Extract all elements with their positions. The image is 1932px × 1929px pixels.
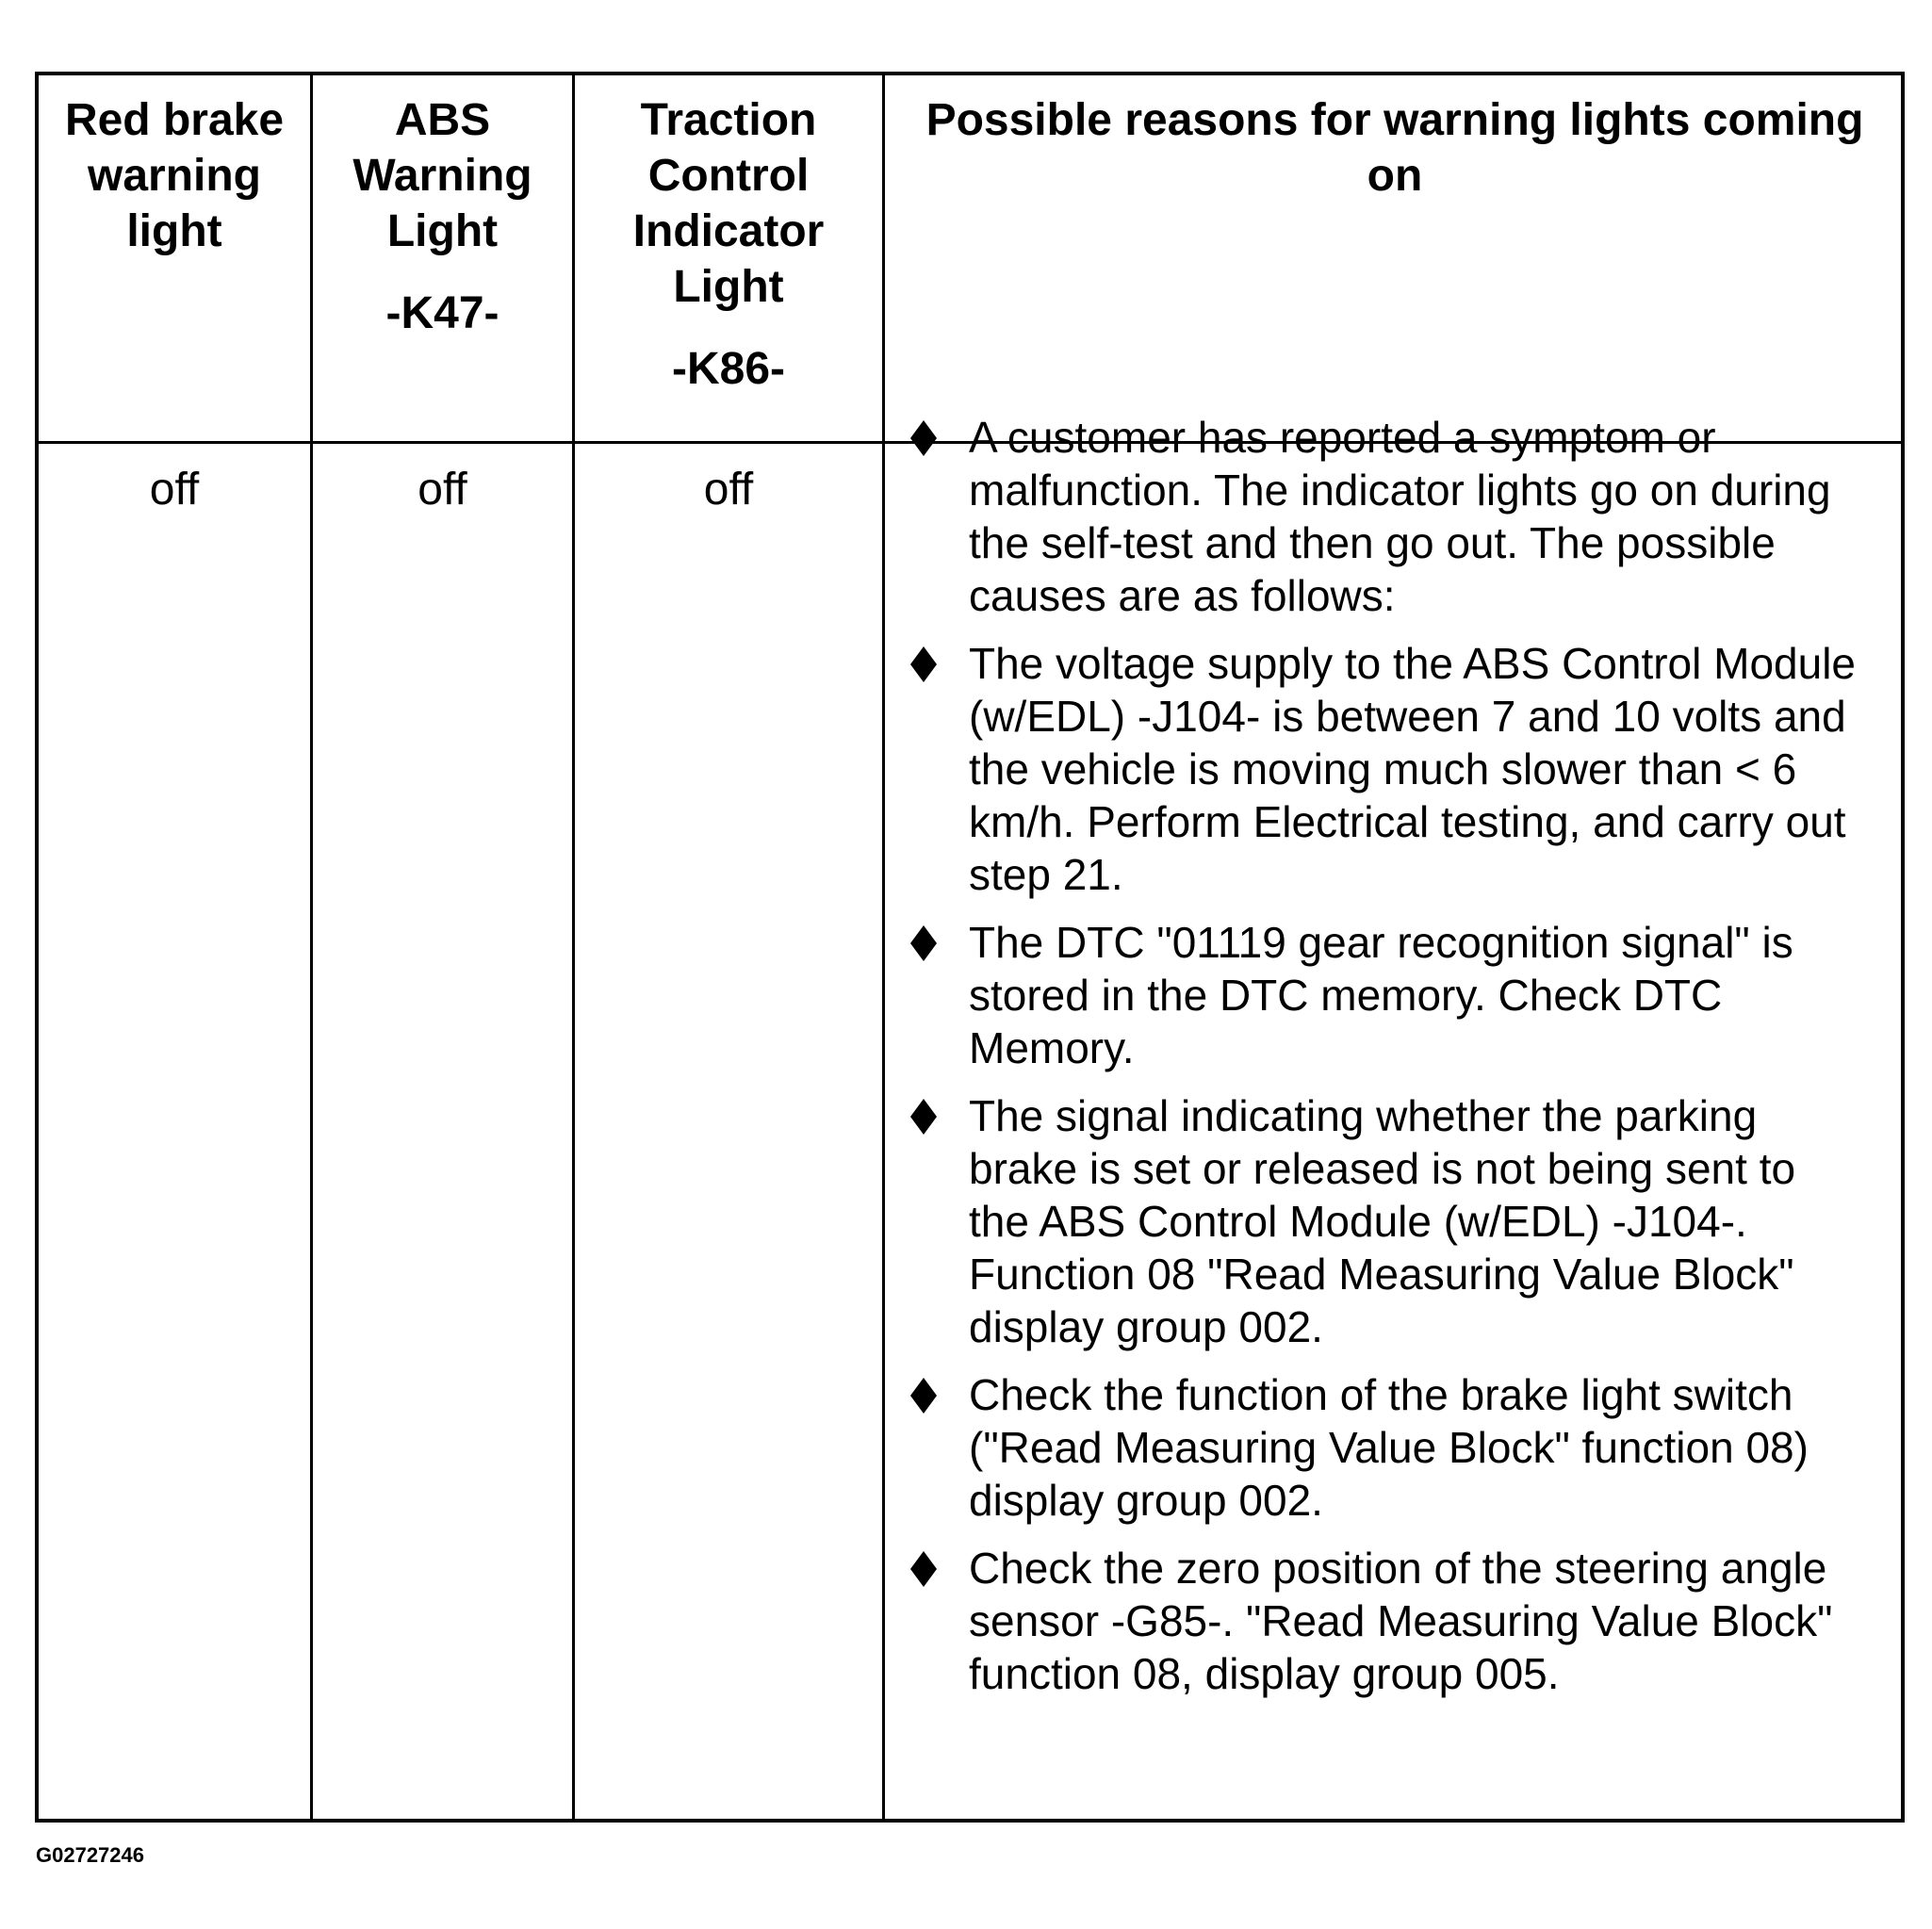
header-line: Warning <box>352 151 532 201</box>
diamond-bullet-icon <box>910 925 937 961</box>
header-line: Red brake <box>64 95 285 145</box>
header-line: Possible reasons for warning lights coming <box>925 95 1864 145</box>
reason-item <box>879 1368 1859 1527</box>
diamond-bullet-icon <box>910 420 937 456</box>
reason-item <box>879 411 1859 622</box>
header-line: on <box>1367 151 1423 201</box>
header-traction <box>575 75 882 397</box>
reason-text: A customer has reported a symptom or malfunction. The indicator lights go on during the self-test and then go out. The possible causes are as follows: <box>969 413 1831 620</box>
reason-item <box>879 1089 1859 1353</box>
reason-text: The DTC "01119 gear recognition signal" is stored in the DTC memory. Check DTC Memory. <box>969 918 1793 1072</box>
reasons-list <box>879 411 1859 1715</box>
header-code-k47: -K47- <box>385 288 499 338</box>
header-line: warning <box>87 151 261 201</box>
header-line: Control <box>647 151 810 201</box>
header-line: ABS <box>394 95 491 145</box>
header-reasons <box>885 75 1905 204</box>
reason-item <box>879 1542 1859 1700</box>
header-line: Light <box>386 206 499 256</box>
header-line: light <box>126 206 222 256</box>
reason-text: Check the function of the brake light switch ("Read Measuring Value Block" function 08) display group 002. <box>969 1370 1809 1525</box>
header-line: Indicator <box>632 206 825 256</box>
diamond-bullet-icon <box>910 1099 937 1135</box>
header-code-k86: -K86- <box>671 344 786 394</box>
diamond-bullet-icon <box>910 646 937 682</box>
diamond-bullet-icon <box>910 1378 937 1414</box>
cell-traction-state: off <box>703 465 754 515</box>
reason-item <box>879 637 1859 901</box>
reason-text: The signal indicating whether the parking brake is set or released is not being sent to the ABS Control Module (w/EDL) -J104-. Function 08 "Read Measuring Value Block" display group 002. <box>969 1091 1796 1351</box>
reason-item <box>879 916 1859 1074</box>
cell-red-brake-state: off <box>149 465 200 515</box>
reason-text: Check the zero position of the steering angle sensor -G85-. "Read Measuring Value Block" function 08, display group 005. <box>969 1544 1833 1698</box>
header-line: Light <box>673 262 784 312</box>
header-abs <box>313 75 572 341</box>
cell-abs-state: off <box>418 465 467 515</box>
reason-text: The voltage supply to the ABS Control Module (w/EDL) -J104- is between 7 and 10 volts and the vehicle is moving much slower than < 6 km/h. Perform Electrical testing, and carry out step 21. <box>969 639 1857 899</box>
header-red-brake <box>39 75 310 259</box>
figure-code: G02727246 <box>36 1843 144 1867</box>
header-line: Traction <box>640 95 817 145</box>
diamond-bullet-icon <box>910 1551 937 1587</box>
